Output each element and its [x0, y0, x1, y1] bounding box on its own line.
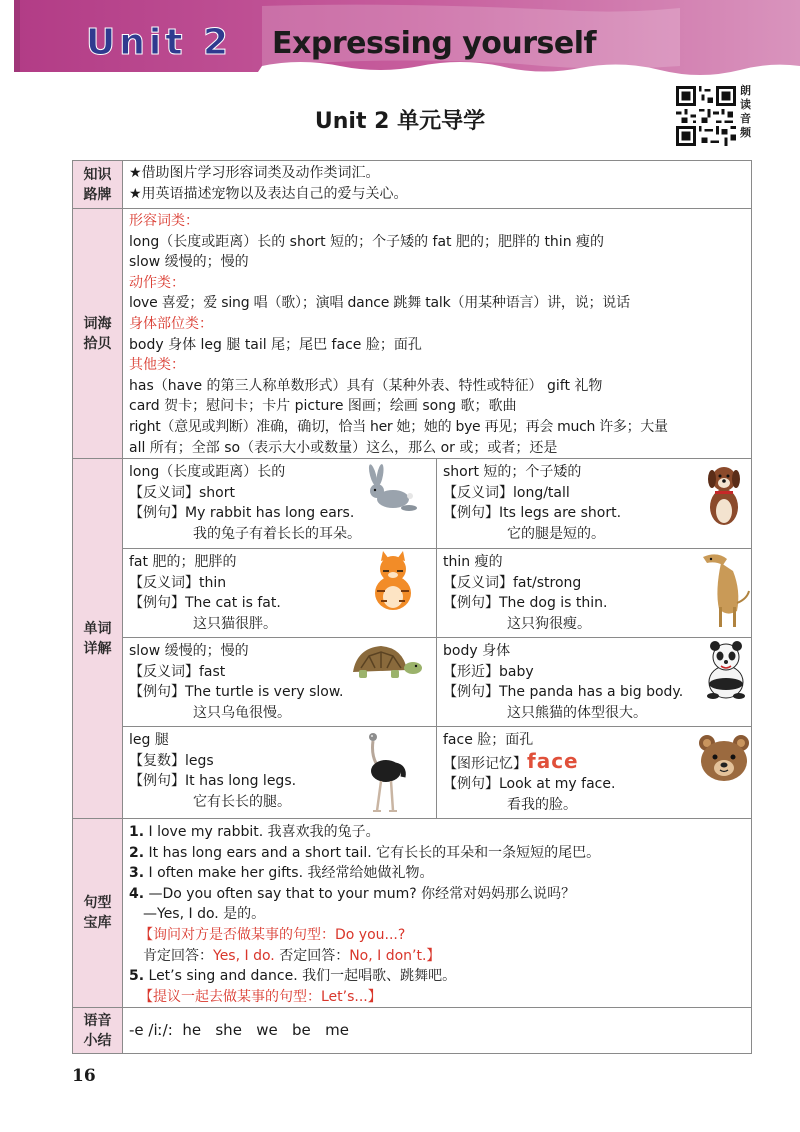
knowledge-line-2: ★用英语描述宠物以及表达自己的爱与关心。: [129, 185, 408, 202]
word-head: leg 腿: [129, 732, 169, 748]
word-card-body: [437, 637, 751, 726]
knowledge-line-1: ★借助图片学习形容词类及动作类词汇。: [129, 165, 380, 181]
unit-title: Expressing yourself: [272, 26, 597, 61]
audio-label: 朗读音频: [740, 84, 751, 139]
sentence-item: 5. Let’s sing and dance. 我们一起唱歌、跳舞吧。: [129, 968, 457, 985]
turtle-icon: [345, 642, 425, 682]
vocab-category-title: 动作类：: [129, 274, 185, 291]
sentence-note: 【提议一起去做某事的句型：Let’s...】: [139, 988, 382, 1005]
word-example-line: 【例句】The dog is thin.: [443, 595, 608, 611]
sentence-note-answers: 肯定回答：Yes, I do. 否定回答：No, I don’t.】: [143, 947, 441, 964]
word-head: face 脸；面孔: [443, 732, 534, 748]
word-card-face: [437, 726, 751, 818]
bear-face-icon: [697, 733, 751, 783]
word-tag-line: 【形近】baby: [443, 663, 534, 680]
word-example-line: 【例句】The cat is fat.: [129, 595, 281, 611]
word-head: long（长度或距离）长的: [129, 464, 286, 480]
row-label-sentences: 句型宝库: [73, 819, 123, 1007]
word-detail-grid: [123, 459, 751, 818]
knowledge-row: [73, 161, 751, 208]
sentence-item: 2. It has long ears and a short tail. 它有长长的耳朵和一条短短的尾巴。: [129, 844, 601, 861]
sentence-content: [123, 819, 751, 1007]
word-detail-row: [73, 458, 751, 818]
word-translation: 看我的脸。: [507, 796, 577, 813]
vocab-category-title: 其他类：: [129, 357, 185, 374]
page-title: Unit 2 单元导学: [314, 109, 486, 134]
ostrich-icon: [359, 731, 409, 815]
vocab-line: long（长度或距离）长的 short 短的；个子矮的 fat 肥的；肥胖的 thin 瘦的: [129, 233, 605, 250]
word-tag-line: 【反义词】fat/strong: [443, 574, 582, 591]
phonics-row: [73, 1007, 751, 1053]
word-tag-line: 【复数】legs: [129, 752, 214, 769]
vocab-content: [123, 209, 751, 458]
word-example-line: 【例句】The turtle is very slow.: [129, 684, 344, 700]
unit-guide-table: [72, 160, 752, 1054]
rabbit-icon: [363, 463, 419, 519]
word-tag-line: 【反义词】short: [129, 484, 235, 501]
sentence-item: 3. I often make her gifts. 我经常给她做礼物。: [129, 865, 434, 882]
knowledge-content: [123, 161, 751, 208]
vocab-row: [73, 208, 751, 458]
word-head: thin 瘦的: [443, 554, 503, 570]
word-card-slow: [123, 637, 437, 726]
sentence-row: [73, 818, 751, 1007]
word-example-line: 【例句】It has long legs.: [129, 773, 297, 789]
row-label-knowledge: 知识路牌: [73, 161, 123, 208]
word-tag-line: 【图形记忆】face: [443, 748, 579, 773]
word-tag-line: 【反义词】thin: [129, 574, 227, 591]
word-example-line: 【例句】My rabbit has long ears.: [129, 505, 355, 521]
word-card-short: [437, 459, 751, 548]
word-example-line: 【例句】The panda has a big body.: [443, 684, 684, 700]
word-translation: 这只熊猫的体型很大。: [507, 704, 647, 721]
word-translation: 它有长长的腿。: [193, 793, 291, 810]
cat-icon: [367, 551, 419, 613]
word-example-line: 【例句】Look at my face.: [443, 776, 616, 792]
vocab-line: card 贺卡；慰问卡；卡片 picture 图画；绘画 song 歌；歌曲: [129, 398, 517, 415]
face-word-art: face: [527, 748, 579, 773]
word-head: short 短的；个子矮的: [443, 464, 582, 480]
row-label-vocab: 词海拾贝: [73, 209, 123, 458]
sentence-item: 4. —Do you often say that to your mum? 你经常对妈妈那么说吗？: [129, 885, 576, 902]
sentence-item: 1. I love my rabbit. 我喜欢我的兔子。: [129, 824, 380, 840]
word-head: slow 缓慢的；慢的: [129, 643, 249, 659]
vocab-line: body 身体 leg 腿 tail 尾；尾巴 face 脸；面孔: [129, 336, 422, 353]
word-card-thin: [437, 548, 751, 637]
phonics-content: -e /iː/: he she we be me: [129, 1021, 349, 1040]
word-head: body 身体: [443, 643, 511, 659]
word-tag-line: 【反义词】long/tall: [443, 484, 570, 501]
word-example-line: 【例句】Its legs are short.: [443, 505, 622, 521]
word-head: fat 肥的；肥胖的: [129, 554, 237, 570]
word-translation: 它的腿是短的。: [507, 525, 605, 542]
word-translation: 这只乌龟很慢。: [193, 704, 291, 721]
row-label-phonics: 语音小结: [73, 1008, 123, 1053]
unit-banner: [0, 0, 800, 82]
word-tag-line: 【反义词】fast: [129, 663, 226, 680]
word-card-fat: [123, 548, 437, 637]
word-translation: 我的兔子有着长长的耳朵。: [193, 525, 361, 542]
dog-icon: [699, 461, 749, 531]
vocab-line: all 所有；全部 so（表示大小或数量）这么，那么 or 或；或者；还是: [129, 439, 558, 456]
vocab-line: slow 缓慢的；慢的: [129, 254, 249, 271]
word-card-leg: [123, 726, 437, 818]
vocab-line: love 喜爱；爱 sing 唱（歌）；演唱 dance 跳舞 talk（用某种语言）讲，说；说话: [129, 295, 630, 312]
vocab-line: has（have 的第三人称单数形式）具有（某种外表、特性或特征） gift 礼物: [129, 377, 603, 394]
thin-dog-icon: [693, 551, 753, 631]
row-label-words: 单词详解: [73, 459, 123, 818]
word-translation: 这只狗很瘦。: [507, 615, 591, 632]
panda-icon: [701, 640, 751, 700]
vocab-category-title: 身体部位类：: [129, 315, 213, 332]
vocab-line: right（意见或判断）准确，确切，恰当 her 她；她的 bye 再见；再会 much 许多；大量: [129, 418, 668, 435]
sentence-answer: —Yes, I do. 是的。: [143, 906, 266, 923]
word-card-long: [123, 459, 437, 548]
word-translation: 这只猫很胖。: [193, 615, 277, 632]
qr-code-icon[interactable]: [676, 86, 736, 146]
page-number: 16: [72, 1066, 96, 1086]
sentence-note: 【询问对方是否做某事的句型：Do you...?: [139, 926, 406, 943]
unit-number: Unit 2: [86, 22, 232, 63]
vocab-category-title: 形容词类：: [129, 213, 199, 229]
